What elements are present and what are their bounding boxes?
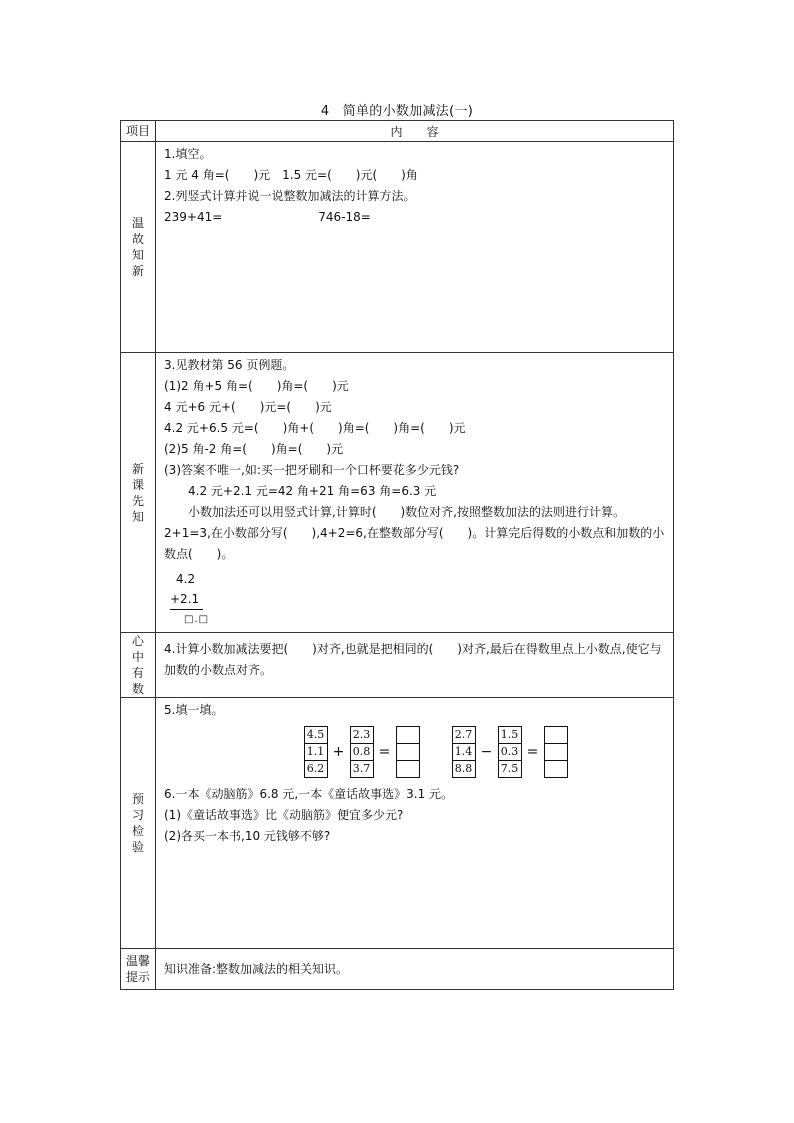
- number-stack: [452, 726, 476, 778]
- section-content-new: [156, 353, 674, 633]
- section-content-review: [156, 142, 674, 353]
- answer-cell[interactable]: [545, 760, 567, 777]
- number-stack: [350, 726, 374, 778]
- text-line: 4 元+6 元+( )元=( )元: [164, 400, 332, 414]
- label-char: 知: [131, 248, 144, 262]
- text-line: 4.2 元+6.5 元=( )角+( )角=( )角=( )元: [164, 421, 466, 435]
- answer-boxes[interactable]: [396, 726, 420, 778]
- label-char: 先: [131, 493, 144, 508]
- stack-cell: 7.5: [499, 760, 521, 777]
- section-mind: [121, 633, 674, 698]
- equals-sign: =: [526, 743, 539, 760]
- section-new: [121, 353, 674, 633]
- section-preview: [121, 698, 674, 949]
- section-label-tips: [121, 949, 156, 990]
- stack-cell: 0.3: [499, 743, 521, 760]
- header-content: 内 容: [156, 121, 674, 142]
- section-label-preview: [121, 698, 156, 949]
- section-tips: [121, 949, 674, 990]
- text-line: 2.列竖式计算并说一说整数加减法的计算方法。: [164, 189, 416, 203]
- answer-boxes[interactable]: [544, 726, 568, 778]
- text-line: (2)5 角-2 角=( )角=( )元: [164, 442, 344, 456]
- text-line: 1 元 4 角=( )元 1.5 元=( )元( )角: [164, 168, 418, 182]
- page-title: 4 简单的小数加减法(一): [320, 104, 474, 119]
- label-char: 预: [131, 792, 144, 806]
- mind-text: 4.计算小数加减法要把( )对齐,也就是把相同的( )对齐,最后在得数里点上小数点,使它与加数的小数点对齐。: [164, 642, 662, 677]
- header-item: 项目: [121, 121, 156, 142]
- answer-cell[interactable]: [545, 743, 567, 760]
- label-char: 验: [131, 840, 144, 854]
- label-char: 有: [131, 666, 144, 680]
- fill-boxes-row: [204, 726, 667, 778]
- label-char: 检: [131, 824, 144, 838]
- label-char: 新: [131, 264, 144, 278]
- label-char: 知: [131, 509, 144, 524]
- calc-bottom: +2.1: [170, 589, 203, 610]
- vertical-calculation: [164, 569, 667, 630]
- equals-sign: =: [378, 743, 391, 760]
- minus-sign: −: [480, 743, 493, 760]
- stack-cell: 2.3: [352, 728, 371, 741]
- text-line: 3.见教材第 56 页例题。: [164, 358, 295, 372]
- section-review: [121, 142, 674, 353]
- stack-cell: 2.7: [454, 728, 473, 741]
- section-content-preview: [156, 698, 674, 949]
- label-char: 温: [131, 216, 144, 230]
- section-content-tips: [156, 949, 674, 990]
- text-line: 4.2 元+2.1 元=42 角+21 角=63 角=6.3 元: [188, 484, 437, 498]
- question-5: 5.填一填。: [164, 703, 224, 717]
- answer-cell[interactable]: [397, 743, 419, 760]
- tips-text: 知识准备:整数加减法的相关知识。: [164, 961, 349, 976]
- label-char: 心: [131, 634, 144, 648]
- question-6a: (1)《童话故事选》比《动脑筋》便宜多少元?: [164, 808, 404, 822]
- stack-cell: 1.5: [500, 728, 519, 741]
- label-char: 新: [131, 461, 144, 476]
- section-label-mind: [121, 633, 156, 698]
- answer-cell[interactable]: [397, 727, 419, 743]
- label-text: 提示: [125, 970, 150, 984]
- number-stack: [498, 726, 522, 778]
- explanation-paragraph: 小数加法还可以用竖式计算,计算时( )数位对齐,按照整数加法的法则进行计算。2+1=3,在小数部分写( ),4+2=6,在整数部分写( )。计算完后得数的小数点和加数的小数点( )。: [164, 505, 665, 561]
- section-content-mind: [156, 633, 674, 698]
- label-char: 故: [131, 232, 144, 246]
- calc-result: □.□: [184, 614, 210, 625]
- stack-cell: 3.7: [351, 760, 373, 777]
- question-6: 6.一本《动脑筋》6.8 元,一本《童话故事选》3.1 元。: [164, 787, 454, 801]
- stack-cell: 8.8: [453, 760, 475, 777]
- answer-cell[interactable]: [397, 760, 419, 777]
- label-char: 习: [131, 808, 144, 822]
- text-line: (1)2 角+5 角=( )角=( )元: [164, 379, 349, 393]
- section-label-review: [121, 142, 156, 353]
- stack-cell: 1.1: [305, 743, 327, 760]
- stack-cell: 1.4: [453, 743, 475, 760]
- question-6b: (2)各买一本书,10 元钱够不够?: [164, 829, 331, 843]
- text-line: 1.填空。: [164, 147, 212, 161]
- section-label-new: [121, 353, 156, 633]
- worksheet-table: [120, 120, 674, 990]
- text-line: 239+41= 746-18=: [164, 210, 371, 224]
- stack-cell: 6.2: [305, 760, 327, 777]
- label-char: 中: [131, 650, 144, 664]
- stack-cell: 0.8: [351, 743, 373, 760]
- label-char: 数: [131, 682, 144, 696]
- plus-sign: +: [332, 743, 345, 760]
- number-stack: [304, 726, 328, 778]
- text-line: (3)答案不唯一,如:买一把牙刷和一个口杯要花多少元钱?: [164, 463, 460, 477]
- calc-top: 4.2: [176, 572, 196, 586]
- answer-cell[interactable]: [545, 727, 567, 743]
- label-char: 课: [131, 477, 144, 492]
- label-text: 温馨: [125, 954, 150, 968]
- stack-cell: 4.5: [306, 728, 325, 741]
- header-row: [121, 121, 674, 142]
